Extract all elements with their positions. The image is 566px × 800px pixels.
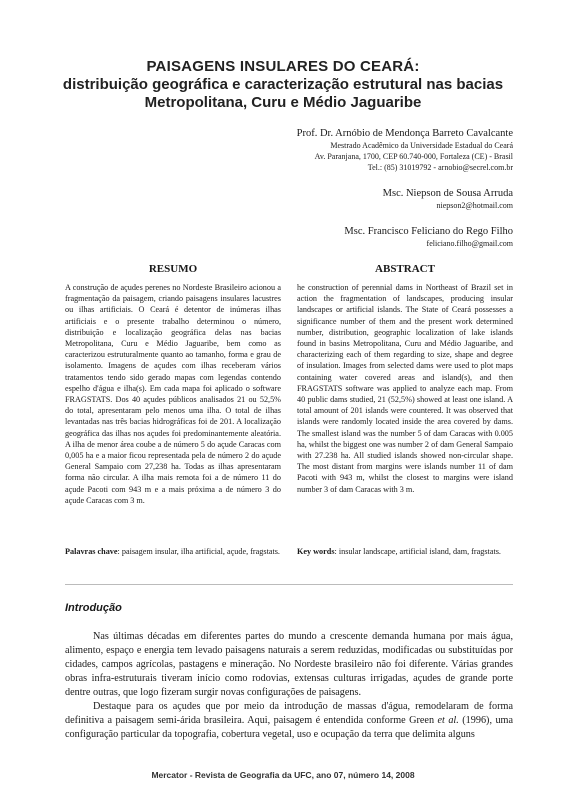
intro-paragraph-2 (65, 700, 513, 742)
abstract-keywords (297, 546, 501, 557)
title-line-3: Metropolitana, Curu e Médio Jaguaribe (144, 94, 422, 111)
intro-heading: Introdução (65, 602, 122, 614)
resumo-keywords (65, 546, 280, 557)
article-title (40, 58, 526, 112)
author-3 (297, 225, 513, 249)
keywords-label: Palavras chave (65, 547, 118, 556)
resumo-heading: RESUMO (148, 263, 198, 275)
resumo-text: A construção de açudes perenes no Nordeste Brasileiro acionou a fragmentação da paisagem, criando paisagens insulares lacustres ou ilhas artificiais. O Ceará é detentor de inúmeras ilhas artificiais e o presente trabalho determinou o número, distribuição e localização geográfica delas nas bacias Metropolitana, Curu e Médio Jaguaribe, bem como as caracterizou estruturalmente quanto ao tamanho, forma e grau de isolamento. Imagens de açudes com ilhas receberam vários tratamentos tendo sido gerado mapas com legendas contendo espelho d'água e ilha(s). Em cada mapa foi aplicado o software FRAGSTATS. Dos 40 açudes públicos analisados 21 ou 52,5% do total, apresentaram pelo menos uma ilha. O total de ilhas levantadas nas três bacias hidrográficas foi de 201. A localização geográfica das ilhas nos açudes foi predominantemente aleatória. A ilha de menor área coube a de número 5 do açude Caracas com 0,005 ha e a maior ficou representada pela de número 2 do açude General Sampaio com 27,238 ha. Todas as ilhas apresentaram forma não circular. A ilha mais remota foi a de número 11 do açude Pacoti com 943 m e a mais próxima a de número 3 do açude Caracas com 3 m. (65, 283, 281, 505)
keywords-label: Key words (297, 547, 335, 556)
resumo-column (65, 262, 281, 556)
author-contact: Tel.: (85) 31019792 - arnobio@secrel.com.br (367, 163, 513, 172)
abstract-column (297, 262, 513, 556)
author-name: Msc. Francisco Feliciano do Rego Filho (344, 226, 513, 237)
author-name: Prof. Dr. Arnóbio de Mendonça Barreto Cavalcante (296, 128, 513, 139)
abstract-heading: ABSTRACT (375, 263, 435, 275)
intro-paragraph-1: Nas últimas décadas em diferentes partes do mundo a crescente demanda humana por mais água, alimento, espaço e energia tem levado paisagens naturais a serem reduzidas, modificadas ou substituídas por cidades, campos agrícolas, pastagens e mineração. No Nordeste brasileiro não foi diferente. Várias grandes obras infra-estruturais tiveram início como rodovias, extensas culturas irrigadas, açudes de grande porte dentre outras, que logo fizeram surgir novas configurações de paisagens. (65, 631, 513, 698)
section-divider (65, 584, 513, 585)
author-block (297, 127, 513, 249)
author-2 (297, 187, 513, 211)
keywords-text: : paisagem insular, ilha artificial, açude, fragstats. (117, 547, 280, 556)
page-footer: Mercator - Revista de Geografia da UFC, ano 07, número 14, 2008 (151, 770, 415, 780)
intro-body (65, 630, 513, 742)
author-email: niepson2@hotmail.com (436, 201, 513, 210)
title-line-2: distribuição geográfica e caracterização estrutural nas bacias (62, 76, 504, 93)
author-name: Msc. Niepson de Sousa Arruda (382, 188, 513, 199)
author-email: feliciano.filho@gmail.com (426, 239, 513, 248)
author-1 (297, 127, 513, 173)
title-line-1: PAISAGENS INSULARES DO CEARÁ: (146, 58, 420, 75)
intro-paragraph-2-start: Destaque para os açudes que por meio da introdução de massas d'água, remodelaram de forma definitiva a paisagem semi-árida brasileira. Aqui, paisagem é entendida conforme Green (65, 701, 513, 726)
author-address: Av. Paranjana, 1700, CEP 60.740-000, Fortaleza (CE) - Brasil (314, 152, 513, 161)
author-affiliation: Mestrado Acadêmico da Universidade Estadual do Ceará (330, 141, 513, 150)
citation-et-al: et al. (437, 715, 459, 726)
keywords-text: : insular landscape, artificial island, dam, fragstats. (334, 547, 501, 556)
intro-paragraph-2-end: (1996), uma configuração particular da topografia, cobertura vegetal, uso e ocupação da terra que delimita alguns (65, 715, 513, 740)
abstract-text: he construction of perennial dams in Northeast of Brazil set in action the fragmentation of landscapes, producing insular landscapes or artificial islands. The State of Ceará possesses a significance number of them and the present work determined number, distribution, geographic localization of lake islands found in basins Metropolitana, Curu and Médio Jaguaribe, and characterizing each of them regarding to size, shape and degree of insulation. Images from selected dams were used to plot maps containing water covered areas and island(s), and then FRAGSTATS software was applied to analyze each map. From 40 public dams studied, 21 (52,5%) showed at least one island. A total amount of 201 islands were countered. It was observed that islands were randomly located inside the area covered by dams. The smallest island was the number 5 of dam Caracas with 0.005 ha, whilst the biggest one was number 2 of dam General Sampaio with 27.238 ha. All studied islands showed non-circular shape. The most distant from margins were islands number 11 of dam Pacoti with 943 m, whilst the closest to margins were island number 3 of dam Caracas with 3 m. (297, 283, 513, 494)
